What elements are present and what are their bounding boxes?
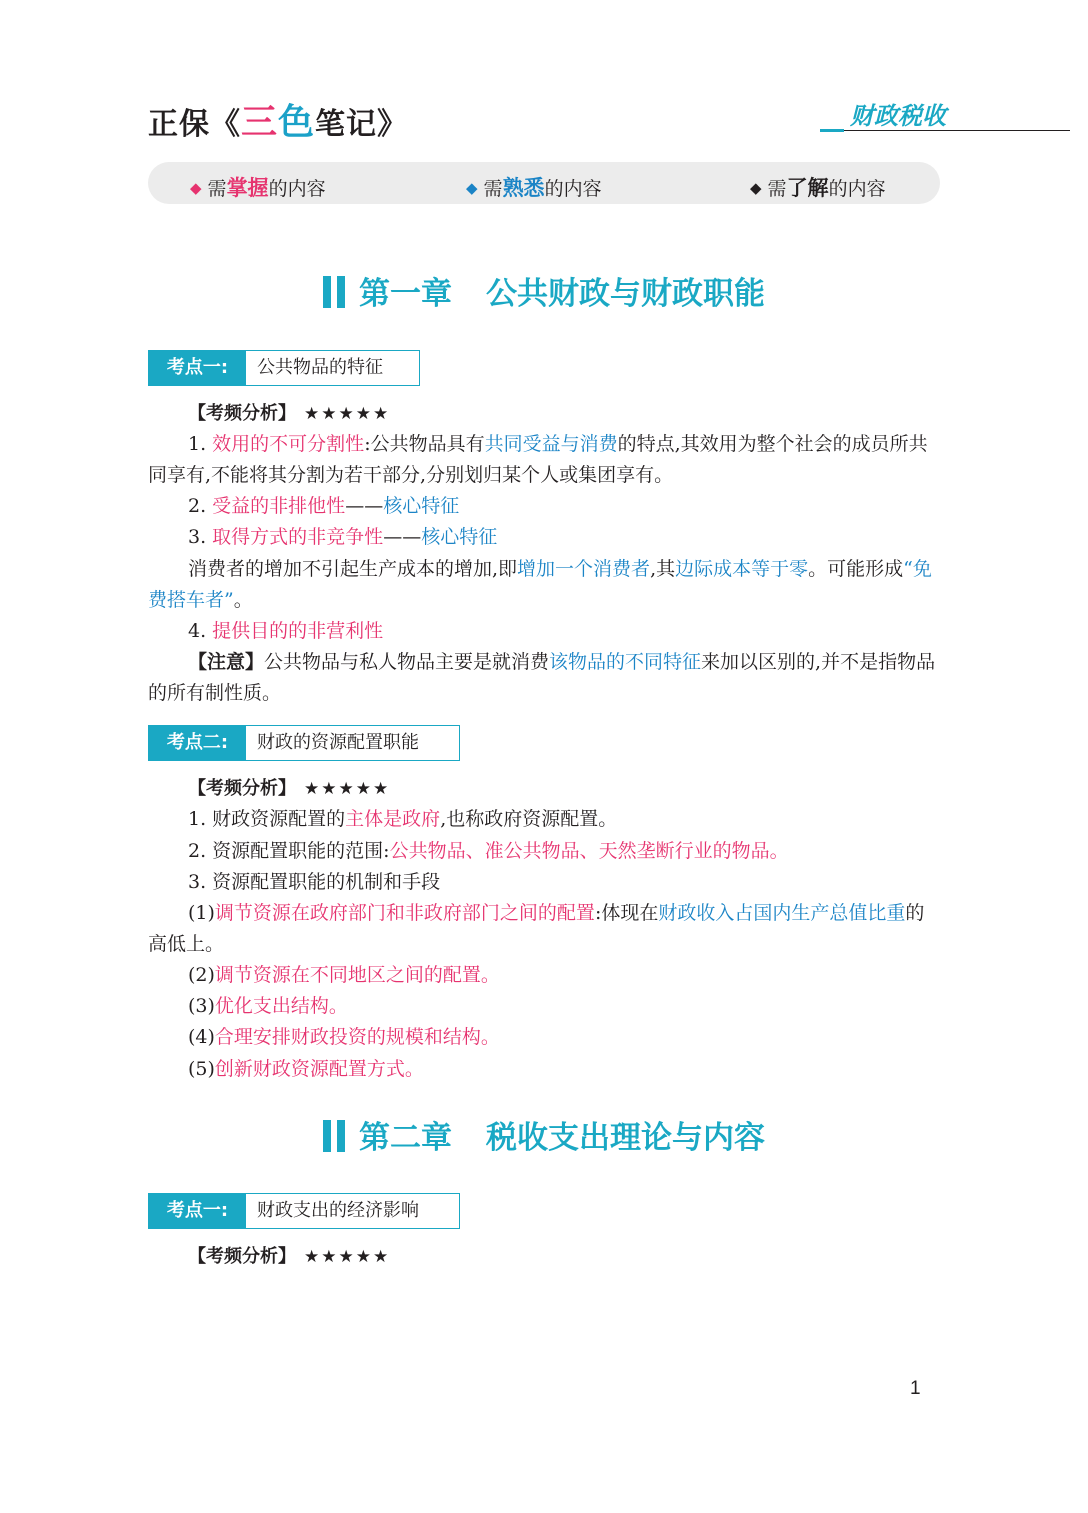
subject-header <box>820 96 1070 131</box>
paragraph: 1. 效用的不可分割性:公共物品具有共同受益与消费的特点,其效用为整个社会的成员所共同享有,不能将其分割为若干部分,分别划归某个人或集团享有。 <box>148 433 928 486</box>
section-title: 财政支出的经济影响 <box>257 1200 419 1221</box>
brand-color-char-2: 色 <box>278 102 316 143</box>
paragraph: 2. 资源配置职能的范围:公共物品、准公共物品、天然垄断行业的物品。 <box>188 840 789 862</box>
legend-item-master: ◆ 需掌握的内容 <box>190 176 326 200</box>
chapter-heading: 第二章 税收支出理论与内容 <box>0 1112 1088 1157</box>
page-number: 1 <box>910 1378 921 1399</box>
rating-stars: ★★★★★ <box>304 404 391 424</box>
frequency-analysis: 【考频分析】 ★★★★★ <box>188 403 391 424</box>
subject-accent-line <box>820 129 844 132</box>
legend-key-master: 掌握 <box>226 176 269 200</box>
frequency-analysis: 【考频分析】 ★★★★★ <box>188 778 391 799</box>
section-tag <box>148 1193 460 1229</box>
brand-prefix: 正保《 <box>148 107 241 142</box>
diamond-icon: ◆ <box>750 179 762 197</box>
legend-key-understand: 了解 <box>786 176 829 200</box>
paragraph: 2. 受益的非排他性——核心特征 <box>188 495 460 517</box>
paragraph: (2)调节资源在不同地区之间的配置。 <box>188 964 500 986</box>
paragraph: (4)合理安排财政投资的规模和结构。 <box>188 1026 500 1048</box>
paragraph: (5)创新财政资源配置方式。 <box>188 1058 424 1080</box>
diamond-icon: ◆ <box>190 179 202 197</box>
rating-stars: ★★★★★ <box>304 1247 391 1267</box>
chapter-heading: 第一章 公共财政与财政职能 <box>0 268 1088 313</box>
legend-item-familiar: ◆ 需熟悉的内容 <box>466 176 602 200</box>
paragraph: 消费者的增加不引起生产成本的增加,即增加一个消费者,其边际成本等于零。可能形成“免费搭车者”。 <box>148 558 932 611</box>
double-bar-icon <box>323 1120 349 1152</box>
section-label: 考点二: <box>149 726 246 760</box>
brand-suffix: 笔记》 <box>315 107 409 142</box>
section-tag <box>148 350 420 386</box>
diamond-icon: ◆ <box>466 179 478 197</box>
legend-item-understand: ◆ 需了解的内容 <box>750 176 886 200</box>
book-brand-title <box>148 94 408 145</box>
subject-title: 财政税收 <box>850 102 946 130</box>
paragraph: 3. 取得方式的非竞争性——核心特征 <box>188 526 498 548</box>
double-bar-icon <box>323 276 349 308</box>
section-title: 财政的资源配置职能 <box>257 732 419 753</box>
brand-color-char-1: 三 <box>241 102 279 143</box>
section-title: 公共物品的特征 <box>257 357 383 378</box>
section-label: 考点一: <box>149 351 246 385</box>
section-label: 考点一: <box>149 1194 246 1228</box>
paragraph: (3)优化支出结构。 <box>188 995 348 1017</box>
legend-bar <box>148 162 940 204</box>
rating-stars: ★★★★★ <box>304 779 391 799</box>
legend-key-familiar: 熟悉 <box>502 176 545 200</box>
paragraph: 4. 提供目的的非营利性 <box>188 620 384 642</box>
paragraph: 3. 资源配置职能的机制和手段 <box>188 871 441 893</box>
note-paragraph: 【注意】公共物品与私人物品主要是就消费该物品的不同特征来加以区别的,并不是指物品的所有制性质。 <box>148 651 936 704</box>
frequency-analysis: 【考频分析】 ★★★★★ <box>188 1246 391 1267</box>
paragraph: (1)调节资源在政府部门和非政府部门之间的配置:体现在财政收入占国内生产总值比重的高低上。 <box>148 902 925 955</box>
paragraph: 1. 财政资源配置的主体是政府,也称政府资源配置。 <box>188 808 618 830</box>
section-tag <box>148 725 460 761</box>
